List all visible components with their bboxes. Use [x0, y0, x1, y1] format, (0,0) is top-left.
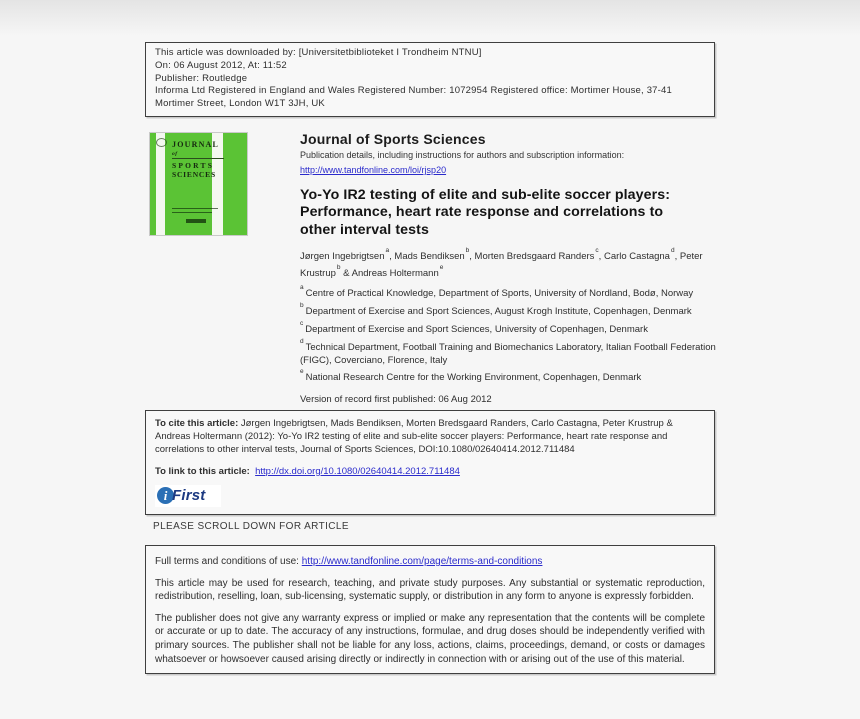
author: Morten Bredsgaard Randers$^c$, — [474, 246, 604, 263]
terms-link-line — [155, 555, 705, 569]
downloaded-by-line: This article was downloaded by: [Universitetbiblioteket I Trondheim NTNU] — [155, 47, 482, 58]
author: Andreas Holtermann$^e$ — [351, 263, 444, 279]
terms-label: Full terms and conditions of use: — [155, 556, 299, 567]
author: Jørgen Ingebrigtsen$^a$, — [300, 246, 395, 263]
affiliation: $^b$Department of Exercise and Sport Sciences, August Krogh Institute, Copenhagen, Denmark — [300, 302, 692, 318]
cover-fineprint-line — [172, 212, 212, 214]
link-label: To link to this article: — [155, 465, 250, 477]
affiliation-superscript: a — [300, 284, 304, 292]
article-title — [300, 187, 720, 239]
article-title-line: Performance, heart rate response and correlations to — [300, 204, 664, 221]
publisher-line: Publisher: Routledge — [155, 72, 248, 84]
journal-cover-thumbnail — [150, 133, 247, 235]
affiliation: $^d$Technical Department, Football Training and Biomechanics Laboratory, Italian Football Federation (FIGC), Coverciano, Florence, Italy — [300, 338, 716, 366]
doi-link-line — [155, 465, 705, 478]
cover-fineprint-line — [172, 208, 218, 210]
cover-title — [172, 140, 224, 179]
terms-paragraph-usage: This article may be used for research, teaching, and private study purposes. Any substantial or systematic reproduction, redistribution, reselling, loan, sub-licensing, systematic supply, or distribution in any form to anyone is expressly forbidden. — [155, 577, 705, 603]
terms-and-conditions-link[interactable]: http://www.tandfonline.com/page/terms-and-conditions — [301, 556, 543, 567]
article-header — [300, 131, 720, 405]
citation-text: To cite this article: Jørgen Ingebrigtsen, Mads Bendiksen, Morten Bredsgaard Randers, Carlo Castagna, Peter Krustrup & Andreas Holtermann (2012): Yo-Yo IR2 testing of elite and sub-elite soccer players: Performance, heart rate response and correlations to other interval tests, Journal of Sports Sciences, DOI:10.1080/02640414.2012.711484 — [155, 418, 673, 456]
download-info-box — [145, 42, 715, 117]
citation-box — [145, 410, 715, 515]
journal-homepage-link[interactable]: http://www.tandfonline.com/loi/rjsp20 — [300, 165, 447, 175]
affiliation-superscript: d — [300, 338, 304, 346]
version-of-record-line: Version of record first published: 06 Aug 2012 — [300, 393, 492, 405]
scroll-down-notice: PLEASE SCROLL DOWN FOR ARTICLE — [153, 521, 349, 532]
affiliation: $^c$Department of Exercise and Sport Sciences, University of Copenhagen, Denmark — [300, 320, 648, 336]
terms-box — [145, 545, 715, 674]
cover-title-word: JOURNAL — [172, 140, 220, 149]
affiliation-superscript: c — [300, 320, 304, 328]
cover-title-word: SPORTS — [172, 161, 215, 170]
affiliation: $^e$National Research Centre for the Working Environment, Copenhagen, Denmark — [300, 368, 642, 384]
cover-title-word: SCIENCES — [172, 170, 216, 179]
publication-details-text: Publication details, including instructions for authors and subscription information: — [300, 150, 625, 160]
ifirst-circle-icon: i — [157, 487, 174, 504]
terms-paragraph-warranty: The publisher does not give any warranty express or implied or make any representation that the contents will be complete or accurate or up to date. The accuracy of any instructions, formulae, and drug doses should be independently verified with primary sources. The publisher shall not be liable for any loss, actions, claims, proceedings, demand, or costs or damages whatsoever or howsoever caused arising directly or indirectly in connection with or arising out of the use of this material. — [155, 612, 705, 665]
publisher-logo-icon — [156, 138, 167, 147]
top-shade — [0, 0, 860, 36]
affiliation-superscript: e — [300, 368, 304, 376]
affiliation-superscript: b — [336, 263, 341, 271]
cover-title-word: of — [172, 150, 224, 159]
affiliation-superscript: e — [439, 263, 444, 271]
author: Peter Krustrup$^b$ & — [300, 251, 703, 279]
article-title-line: other interval tests — [300, 221, 429, 238]
author: Mads Bendiksen$^b$, — [394, 246, 475, 263]
ifirst-logo-text: First — [172, 487, 206, 505]
affiliation-superscript: a — [385, 246, 390, 254]
affiliation-superscript: b — [465, 246, 470, 254]
affiliation-superscript: b — [300, 302, 304, 310]
article-title-line: Yo-Yo IR2 testing of elite and sub-elite soccer players: — [300, 187, 671, 203]
journal-name: Journal of Sports Sciences — [300, 131, 486, 147]
affiliation-superscript: c — [595, 246, 599, 254]
author: Carlo Castagna$^d$, — [603, 246, 680, 263]
cover-imprint-mark — [186, 219, 206, 223]
affiliation-superscript: d — [670, 246, 675, 254]
registered-office-line: Informa Ltd Registered in England and Wales Registered Number: 1072954 Registered office: Mortimer House, 37-41 Mortimer Street, London W1T 3JH, UK — [155, 85, 672, 110]
ifirst-logo — [155, 485, 221, 507]
cite-label: To cite this article: — [155, 418, 239, 429]
download-date-line: On: 06 August 2012, At: 11:52 — [155, 59, 287, 71]
affiliation: $^a$Centre of Practical Knowledge, Department of Sports, University of Nordland, Bodø, Norway — [300, 284, 694, 300]
doi-link[interactable]: http://dx.doi.org/10.1080/02640414.2012.711484 — [255, 465, 460, 477]
affiliation-list — [300, 285, 720, 385]
cover-stripe-left — [156, 133, 165, 235]
author-list — [300, 247, 720, 280]
